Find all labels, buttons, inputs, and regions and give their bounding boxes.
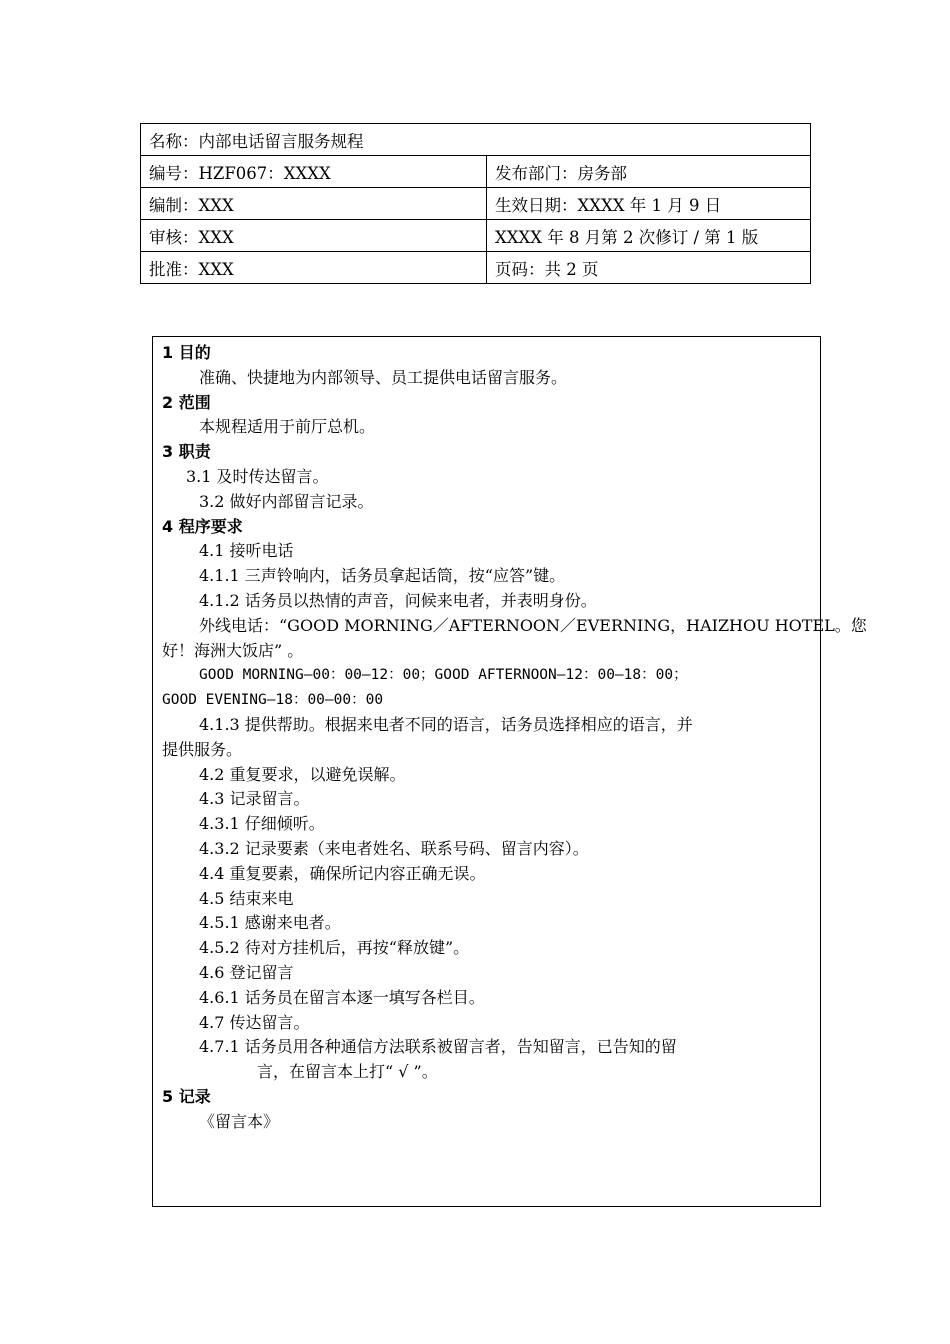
procedure-item: 4.5.2 待对方挂机后，再按“释放键”。	[199, 938, 470, 958]
duty-item: 3.1 及时传达留言。	[186, 466, 329, 486]
page-count-cell: 页码：共 2 页	[487, 252, 811, 284]
document-header-table	[140, 123, 811, 284]
procedure-item: 4.7.1 话务员用各种通信方法联系被留言者，告知留言，已告知的留	[199, 1037, 677, 1057]
doc-name-label: 名称：	[149, 131, 199, 151]
section-purpose-title: 1 目的	[162, 343, 211, 362]
procedure-item: 4.1 接听电话	[199, 541, 294, 561]
section-procedure-title: 4 程序要求	[162, 516, 243, 536]
procedure-item: 4.6.1 话务员在留言本逐一填写各栏目。	[199, 987, 485, 1007]
section-scope-text: 本规程适用于前厅总机。	[199, 417, 376, 437]
procedure-item: 4.4 重复要素，确保所记内容正确无误。	[199, 863, 486, 883]
doc-name-value: 内部电话留言服务规程	[198, 131, 364, 151]
procedure-item: 4.6 登记留言	[199, 962, 294, 982]
header-row-approver	[141, 252, 811, 284]
procedure-item-cont: 言，在留言本上打“ √ ”。	[257, 1062, 438, 1082]
procedure-item-cont: 提供服务。	[162, 739, 243, 759]
header-row-code	[141, 156, 811, 188]
procedure-item: 4.3.2 记录要素（来电者姓名、联系号码、留言内容）。	[199, 838, 589, 858]
greeting-time-ranges: GOOD MORNING—00：00—12：00；GOOD AFTERNOON—12：00—18：00；	[199, 667, 688, 684]
procedure-item: 4.3.1 仔细倾听。	[199, 814, 325, 834]
approver-cell: 批准：XXX	[141, 252, 487, 284]
section-records-title: 5 记录	[162, 1086, 211, 1106]
procedure-item: 4.1.2 话务员以热情的声音，问候来电者，并表明身份。	[199, 590, 597, 610]
reviewer-cell: 审核：XXX	[141, 220, 487, 252]
revision-cell: XXXX 年 8 月第 2 次修订 / 第 1 版	[487, 220, 811, 252]
section-duties-title: 3 职责	[162, 442, 211, 462]
outside-call-greeting-cont: 好！海洲大饭店” 。	[162, 640, 304, 660]
duty-item: 3.2 做好内部留言记录。	[199, 491, 374, 511]
issuing-dept-cell: 发布部门：房务部	[487, 156, 811, 188]
author-cell: 编制：XXX	[141, 188, 487, 220]
procedure-item: 4.1.1 三声铃响内，话务员拿起话筒，按“应答”键。	[199, 566, 566, 586]
doc-code-cell: 编号：HZF067：XXXX	[141, 156, 487, 188]
procedure-item: 4.1.3 提供帮助。根据来电者不同的语言，话务员选择相应的语言，并	[199, 714, 693, 734]
header-row-author	[141, 188, 811, 220]
greeting-time-ranges-cont: GOOD EVENING—18：00—00：00	[162, 692, 384, 709]
header-row-title	[141, 124, 811, 156]
procedure-item: 4.7 传达留言。	[199, 1012, 310, 1032]
effective-date-cell: 生效日期：XXXX 年 1 月 9 日	[487, 188, 811, 220]
section-records-text: 《留言本》	[199, 1111, 280, 1131]
section-scope-title: 2 范围	[162, 392, 211, 412]
procedure-item: 4.5 结束来电	[199, 888, 294, 908]
procedure-item: 4.5.1 感谢来电者。	[199, 913, 341, 933]
procedure-item: 4.2 重复要求，以避免误解。	[199, 764, 406, 784]
procedure-item: 4.3 记录留言。	[199, 789, 310, 809]
header-row-reviewer	[141, 220, 811, 252]
doc-name-cell	[141, 124, 811, 156]
outside-call-greeting: 外线电话：“GOOD MORNING／AFTERNOON／EVERNING，HAIZHOU HOTEL。您	[199, 615, 867, 635]
procedure-content-box	[152, 336, 867, 1207]
section-purpose-text: 准确、快捷地为内部领导、员工提供电话留言服务。	[199, 367, 568, 387]
